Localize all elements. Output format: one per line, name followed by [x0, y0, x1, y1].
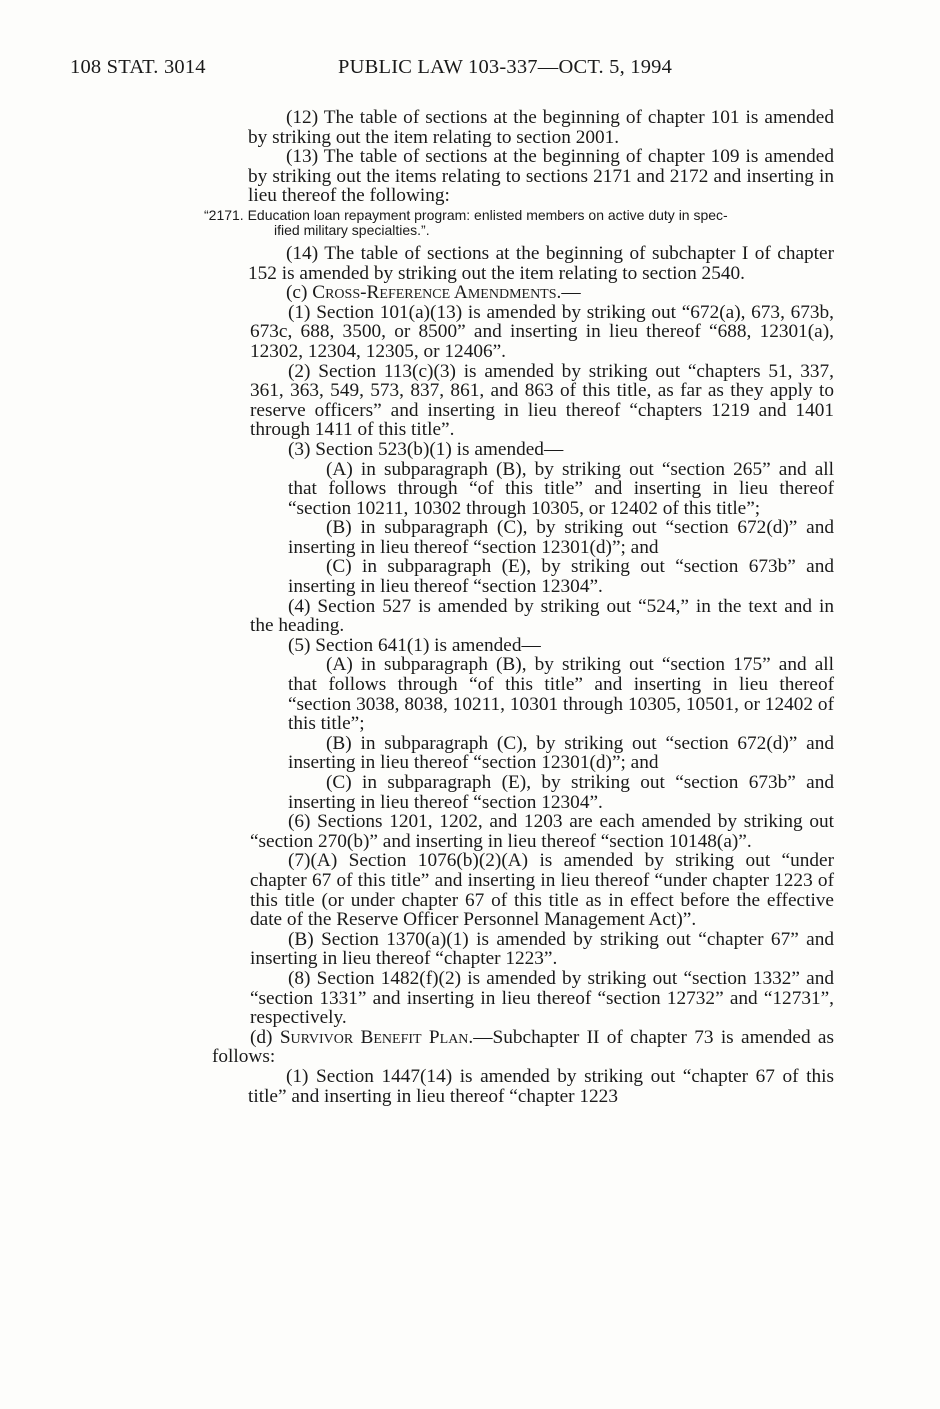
table-of-sections-item [204, 208, 834, 238]
subsection-c-label: (c) [286, 282, 313, 304]
table-item-line-2: ified military specialties.”. [274, 221, 430, 238]
subsection-c-title: Cross-Reference Amendments.— [312, 282, 581, 304]
paragraph-c5: (5) Section 641(1) is amended— [288, 634, 541, 656]
paragraph-c7B: (B) Section 1370(a)(1) is amended by striking out “chapter 67” and inserting in lieu thereof “chapter 1223”. [250, 928, 834, 970]
running-head: PUBLIC LAW 103-337—OCT. 5, 1994 [338, 56, 673, 78]
subsection-d-text: —Subchapter II of chapter 73 is amended as follows: [212, 1026, 834, 1068]
paragraph-d1: (1) Section 1447(14) is amended by striking out “chapter 67 of this title” and inserting in lieu thereof “chapter 1223 [248, 1065, 834, 1107]
subsection-d-title: Survivor Benefit Plan. [279, 1026, 474, 1048]
paragraph-13: (13) The table of sections at the beginning of chapter 109 is amended by striking out the items relating to sections 2171 and 2172 and inserting in lieu thereof the following: [248, 146, 834, 207]
paragraph-c5C: (C) in subparagraph (E), by striking out “section 673b” and inserting in lieu thereof “section 12304”. [288, 772, 834, 813]
paragraph-c8: (8) Section 1482(f)(2) is amended by striking out “section 1332” and “section 1331” and inserting in lieu thereof “section 12732” and “12731”, respectively. [250, 967, 834, 1029]
subsection-d-label: (d) [250, 1026, 280, 1048]
paragraph-c5B: (B) in subparagraph (C), by striking out “section 672(d)” and inserting in lieu thereof “section 12301(d)”; and [288, 732, 834, 774]
paragraph-14: (14) The table of sections at the beginning of subchapter I of chapter 152 is amended by striking out the item relating to section 2540. [248, 242, 834, 284]
paragraph-c4: (4) Section 527 is amended by striking out “524,” in the text and in the heading. [250, 595, 834, 637]
table-item-line-1: “2171. Education loan repayment program: enlisted members on active duty in spec- [204, 206, 728, 223]
paragraph-c3B: (B) in subparagraph (C), by striking out “section 672(d)” and inserting in lieu thereof “section 12301(d)”; and [288, 517, 834, 558]
subsection-d-heading [212, 1028, 834, 1067]
subsection-c-heading [212, 283, 834, 303]
paragraph-c3C: (C) in subparagraph (E), by striking out “section 673b” and inserting in lieu thereof “section 12304”. [288, 556, 834, 598]
paragraph-c1: (1) Section 101(a)(13) is amended by striking out “672(a), 673, 673b, 673c, 688, 3500, or 8500” and inserting in lieu thereof “688, 12301(a), 12302, 12304, 12305, or 12406”. [250, 301, 834, 362]
paragraph-c3: (3) Section 523(b)(1) is amended— [288, 438, 564, 460]
paragraph-c3A: (A) in subparagraph (B), by striking out “section 265” and all that follows through “of this title” and inserting in lieu thereof “section 10211, 10302 through 10305, or 12402 of this title”; [288, 458, 834, 519]
paragraph-c6: (6) Sections 1201, 1202, and 1203 are each amended by striking out “section 270(b)” and inserting in lieu thereof “section 10148(a)”. [250, 811, 834, 852]
page-citation: 108 STAT. 3014 [70, 56, 206, 78]
paragraph-12: (12) The table of sections at the beginning of chapter 101 is amended by striking out the item relating to section 2001. [248, 107, 834, 148]
statute-body [204, 107, 834, 1107]
paragraph-c2: (2) Section 113(c)(3) is amended by striking out “chapters 51, 337, 361, 363, 549, 573, 837, 861, and 863 of this title, as far as they apply to reserve officers” and inserting in lieu thereof “chapters 1219 and 1401 through 1411 of this title”. [250, 360, 834, 441]
paragraph-c7A: (7)(A) Section 1076(b)(2)(A) is amended by striking out “under chapter 67 of this title” and inserting in lieu thereof “under chapter 1223 of this title (or under chapter 67 of this title as in effect before the effective date of the Reserve Officer Personnel Management Act)”. [250, 850, 834, 931]
paragraph-c5A: (A) in subparagraph (B), by striking out “section 175” and all that follows through “of this title” and inserting in lieu thereof “section 3038, 8038, 10211, 10301 through 10305, 10501, or 12402 of this title”; [288, 654, 834, 735]
